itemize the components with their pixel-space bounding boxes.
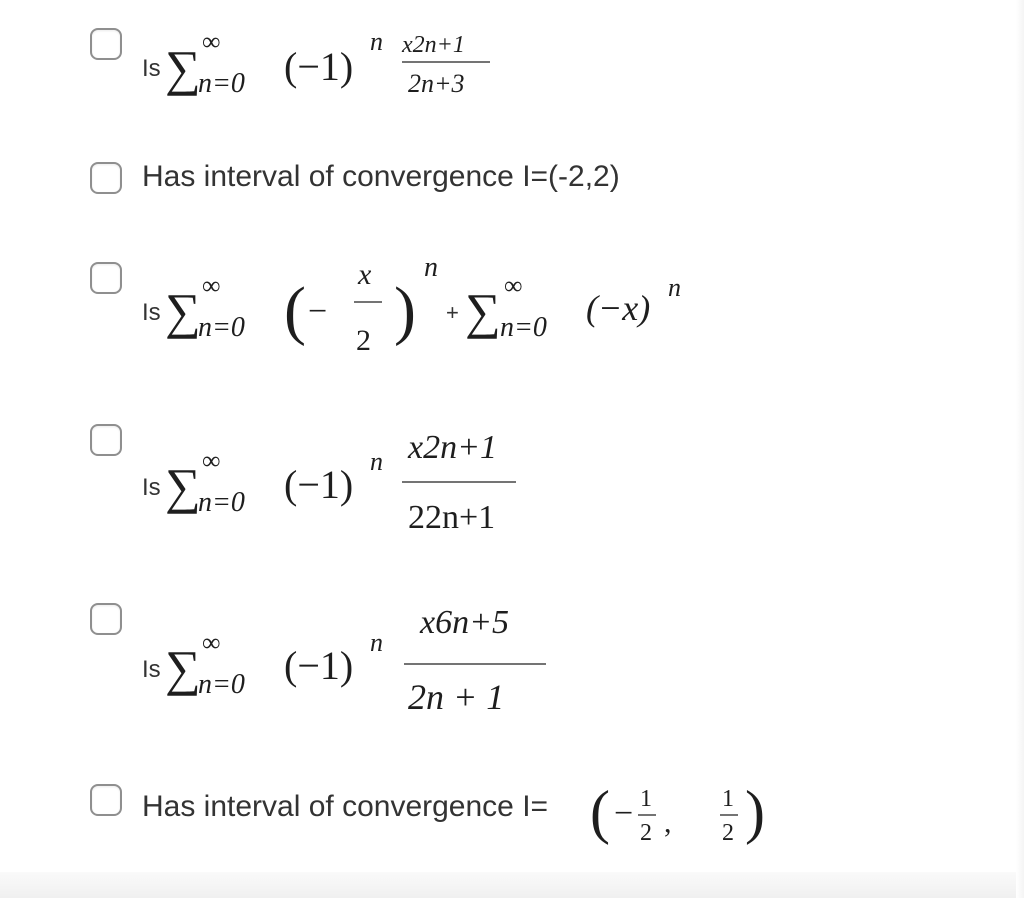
page-right-edge	[1016, 0, 1024, 898]
option-5-sigma: ∑	[165, 640, 201, 696]
option-4-sign: (−1)	[284, 462, 354, 507]
option-3-lead: Is	[142, 299, 161, 326]
option-4-formula	[0, 410, 1016, 550]
option-6-text: Has interval of convergence I=	[142, 790, 549, 823]
answer-option-3[interactable]	[0, 240, 1016, 370]
option-3-power: n	[424, 252, 438, 283]
option-3-paren-open: (	[284, 274, 306, 347]
option-1-lead: Is	[142, 55, 161, 82]
option-3-term-power: n	[668, 273, 681, 302]
option-3-frac-numerator: x	[358, 258, 372, 291]
option-6-comma: ,	[664, 806, 672, 839]
option-5-formula	[0, 585, 1016, 725]
answer-option-6[interactable]	[0, 760, 1016, 860]
option-4-sum-upper: ∞	[202, 446, 221, 475]
option-3-sum-1-upper: ∞	[202, 271, 221, 300]
option-6-denominator-1: 2	[640, 820, 652, 846]
option-5-numerator: x6n+5	[420, 604, 510, 641]
option-6-denominator-2: 2	[722, 820, 734, 846]
option-6-interval	[0, 760, 1016, 860]
option-1-sum-lower: n=0	[198, 68, 245, 99]
answer-option-4[interactable]	[0, 410, 1016, 550]
option-1-sigma: ∑	[165, 40, 201, 96]
option-3-sum-2-lower: n=0	[500, 312, 547, 343]
option-3-frac-denominator: 2	[356, 324, 371, 357]
option-3-sum-1-lower: n=0	[198, 312, 245, 343]
option-3-plus: +	[446, 300, 459, 325]
option-3-sigma-1: ∑	[165, 283, 201, 339]
option-1-formula	[0, 0, 1016, 140]
option-6-paren-close: )	[745, 779, 765, 845]
option-3-sigma-2: ∑	[465, 283, 501, 339]
option-2-checkbox[interactable]	[90, 162, 122, 194]
page-bottom-band	[0, 872, 1024, 898]
option-5-sum-lower: n=0	[198, 669, 245, 700]
option-4-sum-lower: n=0	[198, 487, 245, 518]
option-2-text: Has interval of convergence I=(-2,2)	[142, 160, 620, 193]
option-3-formula	[0, 240, 1016, 380]
option-1-sign: (−1)	[284, 44, 354, 89]
option-1-denominator: 2n+3	[408, 69, 465, 98]
option-1-power: n	[370, 27, 383, 56]
option-6-paren-open: (	[590, 779, 610, 845]
answer-option-1[interactable]	[0, 0, 1016, 100]
option-5-sign: (−1)	[284, 643, 354, 688]
answer-option-5[interactable]	[0, 585, 1016, 725]
option-5-power: n	[370, 628, 383, 657]
option-3-minus: −	[308, 293, 328, 330]
option-3-paren-close: )	[394, 274, 416, 347]
option-5-denominator: 2n + 1	[408, 677, 505, 717]
option-6-minus: −	[614, 795, 634, 832]
option-5-sum-upper: ∞	[202, 628, 221, 657]
option-1-numerator: x2n+1	[402, 32, 465, 58]
option-6-numerator-2: 1	[722, 786, 734, 812]
option-4-numerator: x2n+1	[408, 429, 498, 466]
option-4-lead: Is	[142, 474, 161, 501]
option-1-sum-upper: ∞	[202, 27, 221, 56]
option-4-power: n	[370, 447, 383, 476]
option-5-lead: Is	[142, 656, 161, 683]
option-4-denominator: 22n+1	[408, 499, 496, 536]
answer-option-2[interactable]	[0, 150, 1016, 210]
option-4-sigma: ∑	[165, 458, 201, 514]
option-6-numerator-1: 1	[640, 786, 652, 812]
option-3-term: (−x)	[586, 288, 651, 328]
option-3-sum-2-upper: ∞	[504, 271, 523, 300]
